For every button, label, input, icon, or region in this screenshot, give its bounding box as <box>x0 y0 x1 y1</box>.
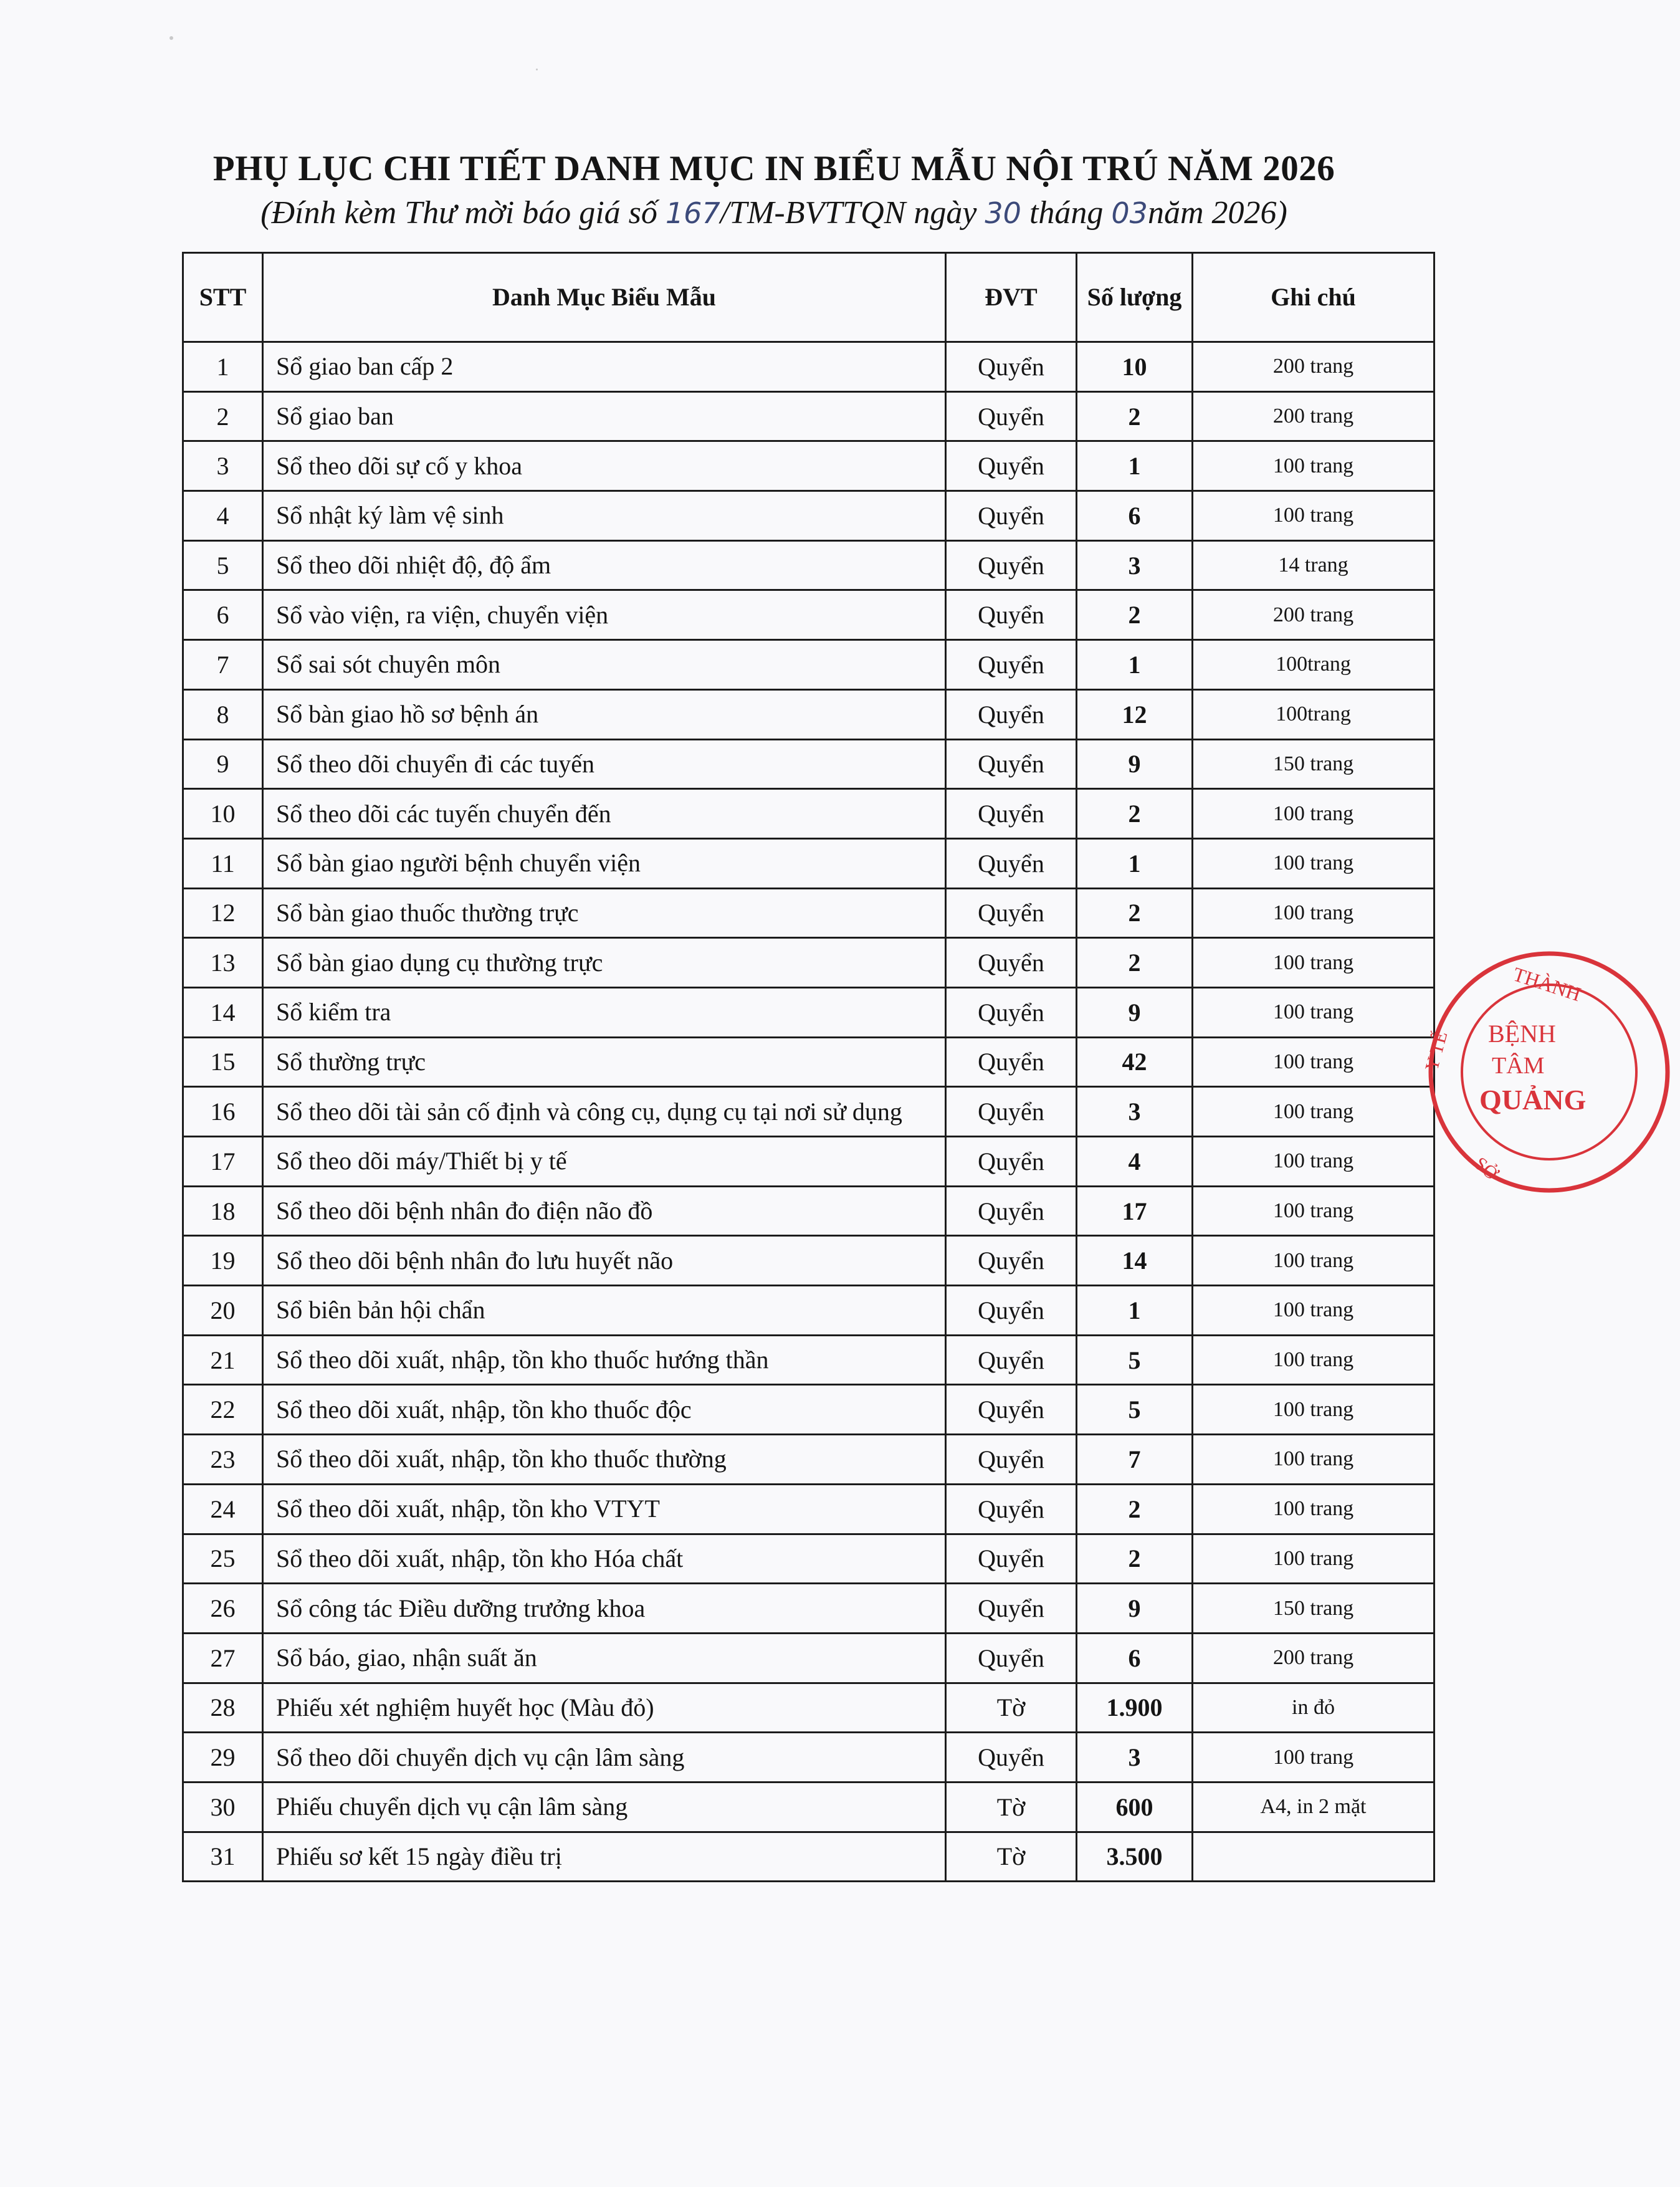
table-row <box>183 1385 1434 1435</box>
row-unit: Quyển <box>946 590 1077 640</box>
row-quantity: 2 <box>1077 391 1193 441</box>
row-stt: 19 <box>183 1236 263 1286</box>
row-form-name: Phiếu xét nghiệm huyết học (Màu đỏ) <box>263 1683 946 1733</box>
row-note: 200 trang <box>1193 590 1434 640</box>
row-note: A4, in 2 mặt <box>1193 1782 1434 1832</box>
row-note: 100 trang <box>1193 1236 1434 1286</box>
subtitle-prefix: (Đính kèm Thư mời báo giá số <box>260 195 666 231</box>
stamp-inner-ring <box>1462 985 1636 1159</box>
table-header-row <box>183 253 1434 342</box>
row-note: 100trang <box>1193 689 1434 739</box>
row-form-name: Sổ theo dõi bệnh nhân đo lưu huyết não <box>263 1236 946 1286</box>
row-quantity: 5 <box>1077 1335 1193 1385</box>
table-row <box>183 1087 1434 1137</box>
row-unit: Quyển <box>946 342 1077 392</box>
row-stt: 6 <box>183 590 263 640</box>
row-note: 100 trang <box>1193 938 1434 988</box>
row-quantity: 7 <box>1077 1435 1193 1485</box>
subtitle-month-word: tháng <box>1021 195 1112 231</box>
row-stt: 8 <box>183 689 263 739</box>
row-stt: 10 <box>183 789 263 839</box>
header-note: Ghi chú <box>1193 253 1434 342</box>
stamp-arc-bottom: SỞ <box>1470 1153 1502 1185</box>
row-stt: 30 <box>183 1782 263 1832</box>
row-stt: 3 <box>183 441 263 491</box>
header-form-name: Danh Mục Biểu Mẫu <box>263 253 946 342</box>
table-row <box>183 1484 1434 1534</box>
row-note: in đỏ <box>1193 1683 1434 1733</box>
table-row <box>183 441 1434 491</box>
row-form-name: Sổ báo, giao, nhận suất ăn <box>263 1633 946 1683</box>
row-quantity: 42 <box>1077 1037 1193 1087</box>
row-quantity: 600 <box>1077 1782 1193 1832</box>
row-form-name: Sổ theo dõi bệnh nhân đo điện não đồ <box>263 1186 946 1236</box>
row-stt: 16 <box>183 1087 263 1137</box>
row-quantity: 6 <box>1077 491 1193 541</box>
stamp-line-1: BỆNH <box>1488 1020 1556 1048</box>
row-stt: 18 <box>183 1186 263 1236</box>
table-row <box>183 1584 1434 1634</box>
row-unit: Quyển <box>946 1633 1077 1683</box>
row-quantity: 3 <box>1077 1733 1193 1783</box>
row-stt: 12 <box>183 888 263 938</box>
row-unit: Quyển <box>946 1286 1077 1336</box>
row-quantity: 1 <box>1077 838 1193 888</box>
table-row <box>183 1782 1434 1832</box>
header-quantity: Số lượng <box>1077 253 1193 342</box>
row-quantity: 3 <box>1077 1087 1193 1137</box>
row-stt: 7 <box>183 640 263 690</box>
row-stt: 5 <box>183 540 263 590</box>
row-stt: 28 <box>183 1683 263 1733</box>
table-row <box>183 342 1434 392</box>
row-stt: 31 <box>183 1832 263 1882</box>
row-stt: 14 <box>183 987 263 1037</box>
row-quantity: 9 <box>1077 987 1193 1037</box>
scan-speck <box>169 36 173 40</box>
row-note: 100 trang <box>1193 1385 1434 1435</box>
row-unit: Quyển <box>946 540 1077 590</box>
table-row <box>183 838 1434 888</box>
row-unit: Quyển <box>946 391 1077 441</box>
row-note: 150 trang <box>1193 739 1434 789</box>
handwritten-month: 03 <box>1111 196 1148 230</box>
row-quantity: 10 <box>1077 342 1193 392</box>
row-note: 100 trang <box>1193 838 1434 888</box>
row-quantity: 12 <box>1077 689 1193 739</box>
row-form-name: Sổ theo dõi nhiệt độ, độ ẩm <box>263 540 946 590</box>
row-note: 100 trang <box>1193 1186 1434 1236</box>
row-form-name: Sổ giao ban cấp 2 <box>263 342 946 392</box>
row-note: 100 trang <box>1193 1435 1434 1485</box>
row-note: 100 trang <box>1193 441 1434 491</box>
stamp-line-2: TÂM <box>1492 1053 1545 1079</box>
table-row <box>183 789 1434 839</box>
table-row <box>183 739 1434 789</box>
table-row <box>183 1534 1434 1584</box>
row-form-name: Sổ công tác Điều dưỡng trưởng khoa <box>263 1584 946 1634</box>
row-quantity: 3.500 <box>1077 1832 1193 1882</box>
subtitle-code: /TM-BVTTQN ngày <box>720 195 985 231</box>
row-note: 100 trang <box>1193 1137 1434 1187</box>
forms-catalog-table <box>182 252 1435 1882</box>
row-quantity: 2 <box>1077 590 1193 640</box>
table-row <box>183 1236 1434 1286</box>
row-note: 100 trang <box>1193 1534 1434 1584</box>
row-form-name: Sổ vào viện, ra viện, chuyển viện <box>263 590 946 640</box>
table-row <box>183 640 1434 690</box>
handwritten-letter-number: 167 <box>665 196 720 230</box>
row-unit: Quyển <box>946 987 1077 1037</box>
row-quantity: 2 <box>1077 1484 1193 1534</box>
row-unit: Quyển <box>946 838 1077 888</box>
table-row <box>183 1683 1434 1733</box>
row-unit: Quyển <box>946 1236 1077 1286</box>
row-unit: Quyển <box>946 739 1077 789</box>
table-row <box>183 590 1434 640</box>
table-row <box>183 1037 1434 1087</box>
row-note: 100 trang <box>1193 888 1434 938</box>
row-quantity: 1.900 <box>1077 1683 1193 1733</box>
table-row <box>183 1832 1434 1882</box>
row-stt: 17 <box>183 1137 263 1187</box>
stamp-line-3: QUẢNG <box>1479 1084 1587 1116</box>
row-note: 100 trang <box>1193 1733 1434 1783</box>
row-note: 100 trang <box>1193 1335 1434 1385</box>
row-form-name: Sổ kiểm tra <box>263 987 946 1037</box>
row-unit: Tờ <box>946 1832 1077 1882</box>
row-stt: 9 <box>183 739 263 789</box>
row-note: 200 trang <box>1193 391 1434 441</box>
row-form-name: Sổ bàn giao hồ sơ bệnh án <box>263 689 946 739</box>
row-note: 200 trang <box>1193 342 1434 392</box>
row-unit: Quyển <box>946 491 1077 541</box>
table-row <box>183 391 1434 441</box>
row-quantity: 2 <box>1077 789 1193 839</box>
table-row <box>183 1733 1434 1783</box>
row-form-name: Phiếu sơ kết 15 ngày điều trị <box>263 1832 946 1882</box>
row-stt: 13 <box>183 938 263 988</box>
row-form-name: Sổ bàn giao thuốc thường trực <box>263 888 946 938</box>
row-quantity: 2 <box>1077 938 1193 988</box>
row-note: 100 trang <box>1193 1484 1434 1534</box>
row-quantity: 9 <box>1077 1584 1193 1634</box>
row-quantity: 1 <box>1077 640 1193 690</box>
row-quantity: 6 <box>1077 1633 1193 1683</box>
row-form-name: Sổ theo dõi xuất, nhập, tồn kho thuốc hướng thần <box>263 1335 946 1385</box>
row-quantity: 5 <box>1077 1385 1193 1435</box>
row-note: 100trang <box>1193 640 1434 690</box>
row-quantity: 1 <box>1077 1286 1193 1336</box>
row-unit: Quyển <box>946 1534 1077 1584</box>
table-row <box>183 1633 1434 1683</box>
row-stt: 20 <box>183 1286 263 1336</box>
row-unit: Quyển <box>946 1335 1077 1385</box>
row-unit: Quyển <box>946 1584 1077 1634</box>
document-title: PHỤ LỤC CHI TIẾT DANH MỤC IN BIỂU MẪU NỘI TRÚ NĂM 2026 <box>212 149 1335 188</box>
row-unit: Quyển <box>946 1733 1077 1783</box>
table-row <box>183 987 1434 1037</box>
row-quantity: 2 <box>1077 888 1193 938</box>
table-row <box>183 938 1434 988</box>
row-note: 14 trang <box>1193 540 1434 590</box>
header-stt: STT <box>183 253 263 342</box>
row-unit: Quyển <box>946 1037 1077 1087</box>
row-quantity: 2 <box>1077 1534 1193 1584</box>
row-note: 100 trang <box>1193 1286 1434 1336</box>
row-stt: 11 <box>183 838 263 888</box>
row-unit: Quyển <box>946 640 1077 690</box>
row-stt: 22 <box>183 1385 263 1435</box>
row-note <box>1193 1832 1434 1882</box>
row-unit: Tờ <box>946 1782 1077 1832</box>
row-form-name: Sổ theo dõi máy/Thiết bị y tế <box>263 1137 946 1187</box>
stamp-arc-top: THÀNH <box>1510 962 1584 1006</box>
stamp-arc-left: Y TẾ <box>1421 1029 1452 1073</box>
table-row <box>183 689 1434 739</box>
red-seal-stamp <box>1418 941 1680 1203</box>
row-note: 100 trang <box>1193 789 1434 839</box>
row-stt: 24 <box>183 1484 263 1534</box>
row-note: 100 trang <box>1193 491 1434 541</box>
row-form-name: Sổ giao ban <box>263 391 946 441</box>
row-stt: 25 <box>183 1534 263 1584</box>
row-form-name: Sổ thường trực <box>263 1037 946 1087</box>
scan-speck <box>536 69 538 70</box>
row-stt: 2 <box>183 391 263 441</box>
header-unit: ĐVT <box>946 253 1077 342</box>
row-unit: Tờ <box>946 1683 1077 1733</box>
table-row <box>183 1435 1434 1485</box>
row-quantity: 9 <box>1077 739 1193 789</box>
row-unit: Quyển <box>946 888 1077 938</box>
row-unit: Quyển <box>946 1186 1077 1236</box>
row-form-name: Sổ theo dõi xuất, nhập, tồn kho Hóa chất <box>263 1534 946 1584</box>
row-unit: Quyển <box>946 789 1077 839</box>
row-quantity: 4 <box>1077 1137 1193 1187</box>
table-row <box>183 540 1434 590</box>
table-row <box>183 1137 1434 1187</box>
row-quantity: 3 <box>1077 540 1193 590</box>
row-unit: Quyển <box>946 1484 1077 1534</box>
row-stt: 26 <box>183 1584 263 1634</box>
row-unit: Quyển <box>946 938 1077 988</box>
row-form-name: Sổ theo dõi tài sản cố định và công cụ, dụng cụ tại nơi sử dụng <box>263 1087 946 1137</box>
row-note: 150 trang <box>1193 1584 1434 1634</box>
row-form-name: Phiếu chuyển dịch vụ cận lâm sàng <box>263 1782 946 1832</box>
row-unit: Quyển <box>946 1087 1077 1137</box>
subtitle-year: năm 2026) <box>1147 195 1287 231</box>
row-unit: Quyển <box>946 441 1077 491</box>
row-form-name: Sổ theo dõi xuất, nhập, tồn kho thuốc thường <box>263 1435 946 1485</box>
row-unit: Quyển <box>946 689 1077 739</box>
row-quantity: 17 <box>1077 1186 1193 1236</box>
row-form-name: Sổ bàn giao dụng cụ thường trực <box>263 938 946 988</box>
row-form-name: Sổ theo dõi các tuyến chuyển đến <box>263 789 946 839</box>
row-form-name: Sổ sai sót chuyên môn <box>263 640 946 690</box>
handwritten-day: 30 <box>985 196 1021 230</box>
table-row <box>183 888 1434 938</box>
row-note: 100 trang <box>1193 1037 1434 1087</box>
row-form-name: Sổ theo dõi xuất, nhập, tồn kho thuốc độc <box>263 1385 946 1435</box>
row-stt: 21 <box>183 1335 263 1385</box>
row-note: 200 trang <box>1193 1633 1434 1683</box>
row-note: 100 trang <box>1193 1087 1434 1137</box>
table-body <box>183 342 1434 1882</box>
row-note: 100 trang <box>1193 987 1434 1037</box>
row-stt: 29 <box>183 1733 263 1783</box>
row-stt: 4 <box>183 491 263 541</box>
row-stt: 15 <box>183 1037 263 1087</box>
table-row <box>183 1186 1434 1236</box>
row-unit: Quyển <box>946 1435 1077 1485</box>
document-subtitle <box>0 194 1548 231</box>
table-row <box>183 491 1434 541</box>
row-unit: Quyển <box>946 1137 1077 1187</box>
row-quantity: 1 <box>1077 441 1193 491</box>
row-quantity: 14 <box>1077 1236 1193 1286</box>
row-stt: 1 <box>183 342 263 392</box>
row-unit: Quyển <box>946 1385 1077 1435</box>
row-form-name: Sổ theo dõi xuất, nhập, tồn kho VTYT <box>263 1484 946 1534</box>
row-form-name: Sổ nhật ký làm vệ sinh <box>263 491 946 541</box>
row-form-name: Sổ theo dõi chuyển đi các tuyến <box>263 739 946 789</box>
row-form-name: Sổ bàn giao người bệnh chuyển viện <box>263 838 946 888</box>
row-stt: 27 <box>183 1633 263 1683</box>
table-row <box>183 1335 1434 1385</box>
table-row <box>183 1286 1434 1336</box>
row-form-name: Sổ theo dõi sự cố y khoa <box>263 441 946 491</box>
row-form-name: Sổ biên bản hội chẩn <box>263 1286 946 1336</box>
row-stt: 23 <box>183 1435 263 1485</box>
row-form-name: Sổ theo dõi chuyển dịch vụ cận lâm sàng <box>263 1733 946 1783</box>
